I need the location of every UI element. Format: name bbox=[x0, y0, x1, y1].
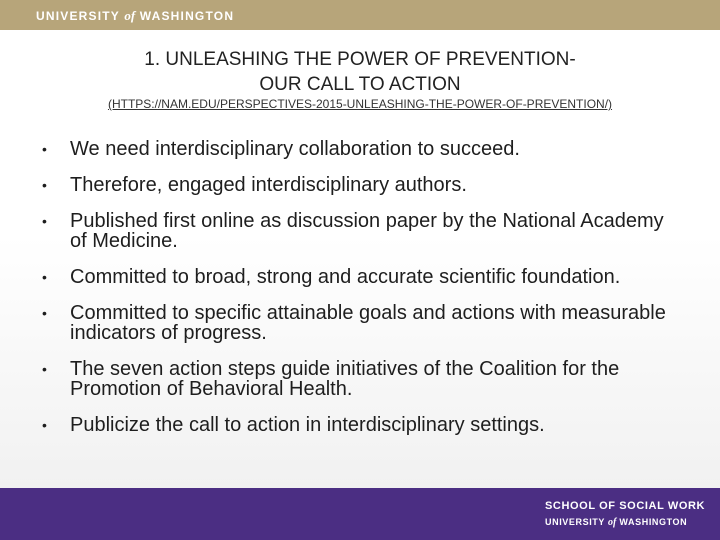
bullet-item bbox=[42, 175, 682, 195]
bullet-text: The seven action steps guide initiatives of the Coalition for the Promotion of Behavioral Health. bbox=[70, 358, 620, 400]
bullet-marker: • bbox=[42, 417, 47, 433]
bullet-item bbox=[42, 267, 682, 287]
bullet-item bbox=[42, 211, 682, 251]
bullet-item bbox=[42, 359, 682, 399]
reference-link[interactable]: (HTTPS://NAM.EDU/PERSPECTIVES-2015-UNLEASHING-THE-POWER-OF-PREVENTION/) bbox=[107, 97, 613, 111]
bullet-item bbox=[42, 139, 682, 159]
bullet-text: Therefore, engaged interdisciplinary authors. bbox=[70, 174, 467, 196]
bullet-text: We need interdisciplinary collaboration to succeed. bbox=[70, 138, 520, 160]
footer-school-name: SCHOOL OF SOCIAL WORK bbox=[545, 500, 706, 512]
bullet-marker: • bbox=[42, 269, 47, 285]
footer-university-wordmark: UNIVERSITY of WASHINGTON bbox=[545, 517, 688, 528]
bullet-item bbox=[42, 415, 682, 435]
bullet-marker: • bbox=[42, 141, 47, 157]
footer-bar bbox=[0, 488, 720, 540]
bullet-marker: • bbox=[42, 361, 47, 377]
slide-title-line-1: 1. UNLEASHING THE POWER OF PREVENTION- bbox=[144, 49, 576, 70]
bullet-marker: • bbox=[42, 305, 47, 321]
bullet-item bbox=[42, 303, 682, 343]
bullet-marker: • bbox=[42, 177, 47, 193]
university-wordmark: UNIVERSITY of WASHINGTON bbox=[36, 8, 235, 23]
bullet-text: Committed to broad, strong and accurate scientific foundation. bbox=[70, 266, 621, 288]
bullet-text: Publicize the call to action in interdisciplinary settings. bbox=[70, 414, 545, 436]
slide-title-line-2: OUR CALL TO ACTION bbox=[259, 74, 461, 95]
bullet-text: Committed to specific attainable goals and actions with measurable indicators of progress. bbox=[70, 302, 666, 344]
bullet-list bbox=[42, 139, 682, 451]
bullet-text: Published first online as discussion paper by the National Academy of Medicine. bbox=[70, 210, 664, 252]
header-bar bbox=[0, 0, 720, 30]
bullet-marker: • bbox=[42, 213, 47, 229]
